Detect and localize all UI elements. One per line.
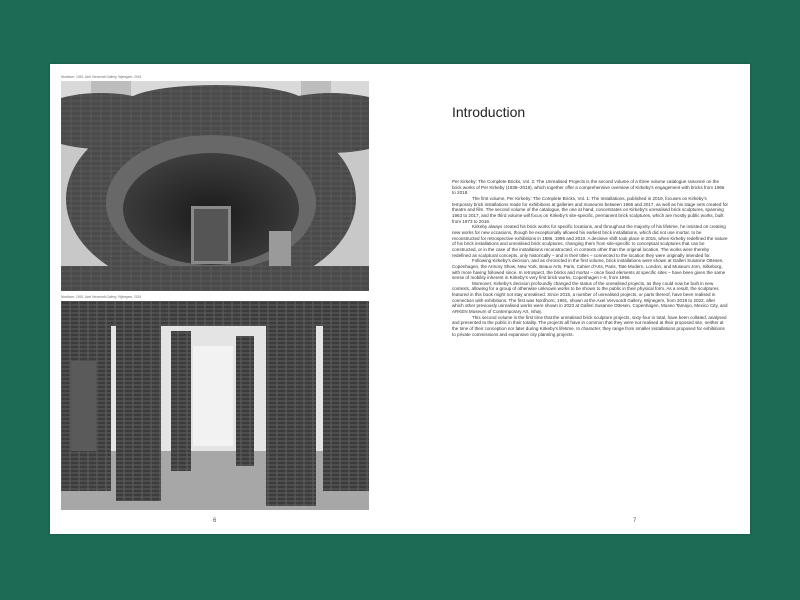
paragraph: This second volume is the first time that the unrealised brick sculpture projects, sixty-four in total, have been collated, analysed and presented to the public in their totality. The projects all have in common that they were not realised at their proposed site, neither at the time of their conception nor later during Kirkeby's lifetime. In character, they range from smaller installations proposed for exhibitions to private commissions and expansive city planning projects. [452, 314, 727, 337]
paragraph: Moreover, Kirkeby's decision profoundly changed the status of the unrealised projects, as they could now be built in new contexts, allowing for a group of otherwise unknown works to be shown to the public in their physical form. As a result, the sculptures featured in this book might not stay unrealised. Since 2015, a number of unrealised projects, or parts thereof, have been realised in connection with exhibitions. The first was Nordhorn, 1991, shown at the Axel Vervoordt Gallery, Wijnegem, from 2019 to 2022, after which other previously unrealised works were shown in 2023 at Galleri Susanne Ottesen, Copenhagen, Museo Tamayo, Mexico City, and ARKEN Museum of Contemporary Art, Ishøj. [452, 280, 728, 315]
paragraph: Kirkeby always created his brick works for specific locations, and throughout the majority of his lifetime, he insisted on creating new works for new occasions, though he exceptionally allowed his earliest brick installations, which did not use mortar, to be reconstructed for retrospective exhibitions in 1986, 1996 and 2010. A decisive shift took place in 2015, when Kirkeby redefined the nature of his brick installations and unrealised brick sculptures, changing them from site-specific to conceptual sculptures that can be constructed, or in the case of the installations reconstructed, in contexts other than the original location. The works were thereby redefined as sculptural concepts, only historically – and in their titles – connected to the location they were originally intended for. [452, 224, 728, 258]
left-page [50, 64, 400, 534]
page-number-left: 6 [213, 518, 217, 524]
photo-caption-top: Nordhorn, 1991, Axel Vervoordt Gallery, Wijnegem, 2019 [61, 75, 142, 79]
photo-caption-bottom: Nordhorn, 1991, Axel Vervoordt Gallery, Wijnegem, 2019 [61, 295, 142, 299]
brick-pillars-photo [61, 301, 369, 510]
paragraph: The first volume, Per Kirkeby: The Complete Bricks, Vol. 1: The Installations, published in 2019, focuses on Kirkeby's temporary brick installations made for exhibitions at galleries and museums between 1966 and 2017, as well as his stage sets created for theatre and film. The second volume of the catalogue, the one at hand, concentrates on Kirkeby's unrealised brick sculptures, spanning 1963 to 2017, and the third volume will focus on Kirkeby's site-specific, permanent brick sculptures, which are mostly public works, built from 1973 to 2018. [452, 195, 728, 224]
chapter-heading: Introduction [452, 104, 526, 120]
brick-circular-pit-photo [61, 81, 369, 291]
page-number-right: 7 [633, 518, 637, 524]
right-page [400, 64, 750, 534]
body-text [452, 179, 728, 337]
paragraph: Following Kirkeby's decision, and as chronicled in the first volume, brick installations were shown at Galleri Susanne Ottesen, Copenhagen, the Armory Show, New York, Beaux Arts, Paris, Cahier d'Arts, Paris, Tate Modern, London, and Museum Jorn, Silkeborg, with more having followed since. In retrospect, the bricks and mortar – once fixed elements at specific sites – have been given the same sense of mobility inherent in Kirkeby's very first brick works, Copenhagen I–II, from 1966. [452, 258, 726, 281]
paragraph: Per Kirkeby: The Complete Bricks, Vol. 2: The Unrealised Projects is the second volume of a three volume catalogue raisonné on the brick works of Per Kirkeby (1938–2018), which together offer a comprehensive overview of Kirkeby's engagement with bricks from 1966 to 2018. [452, 179, 725, 196]
book-spread [50, 64, 750, 534]
